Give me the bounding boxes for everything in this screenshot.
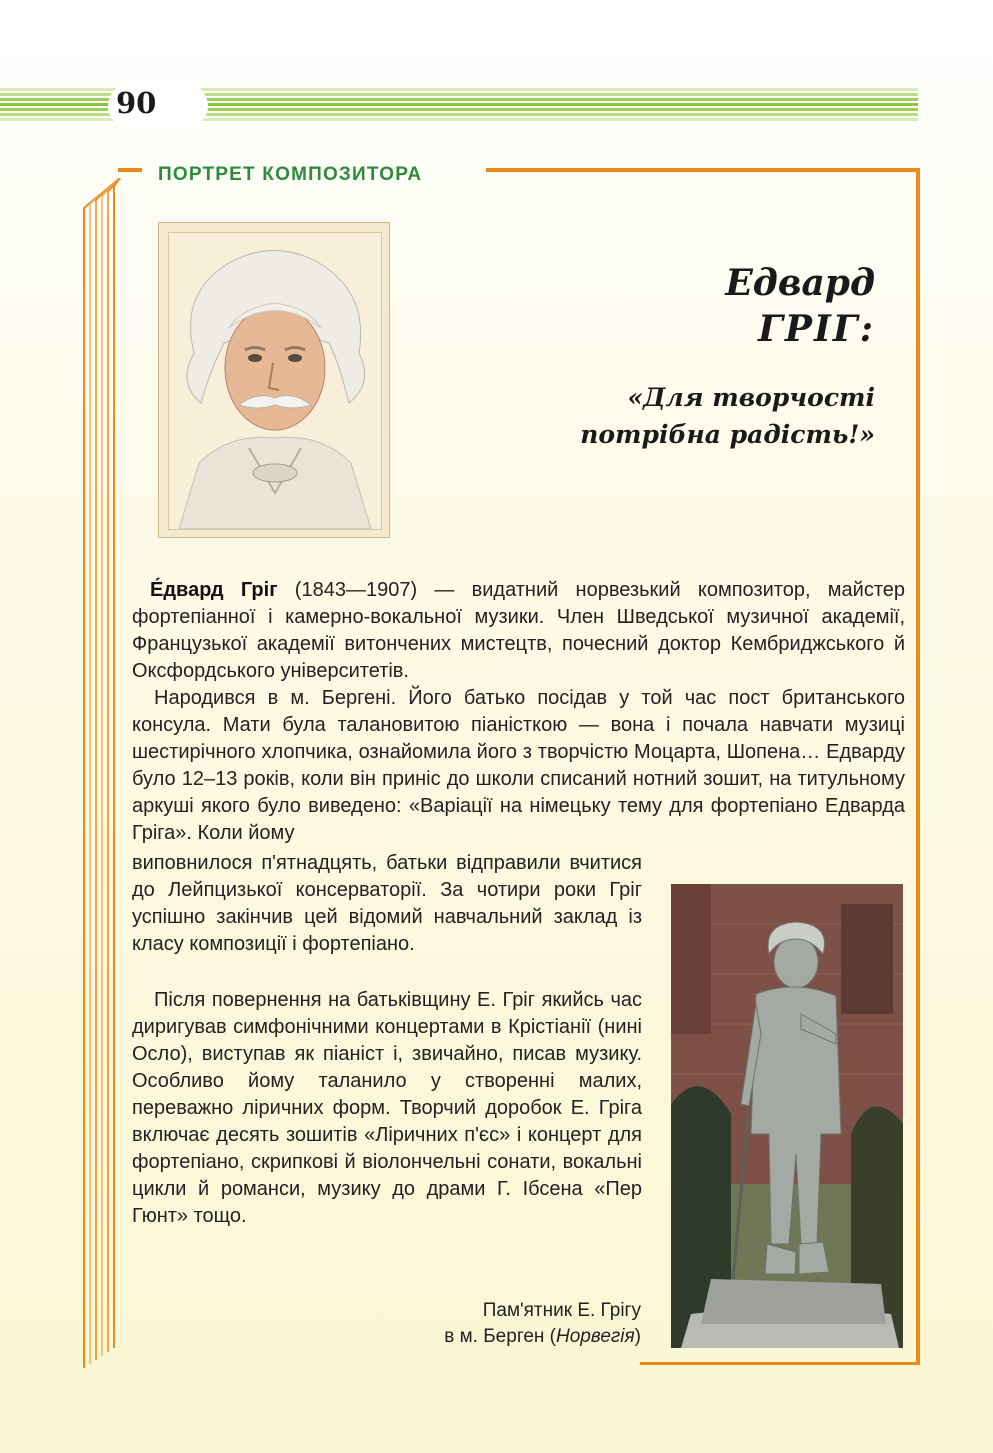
grieg-portrait-drawing (169, 233, 381, 529)
intro-text: (1843—1907) — видатний норвезький композитор, майстер фортепіанної і камерно-вокальної музики. Член Шведської музичної академії, Французької академії витончених мистецтв, почесний доктор Кембриджського й Оксфордського університетів. (132, 579, 905, 682)
paragraph-biography: Народився в м. Бергені. Його батько посідав у той час пост британського консула. Мати була талановитою піаністкою — вона і почала навчати музиці шестирічного хлопчика, ознайомила його з творчістю Моцарта, Шопена… Едварду було 12–13 років, коли він приніс до школи списаний нотний зошит, на титульному аркуші якого було виведено: «Варіації на німецьку тему для фортепіано Едварда Гріга». Коли йому (132, 687, 905, 844)
grieg-statue-drawing (671, 884, 903, 1348)
caption-line-2: в м. Берген (Норвегія) (444, 1326, 641, 1347)
paragraph-career: Після повернення на батьківщину Е. Гріг якийсь час диригував симфонічними концертами в Крістіанії (нині Осло), виступав як піаніст і, звичайно, писав музику. Особливо йому таланило у створенні малих, переважно ліричних форм. Творчий доробок Е. Гріга включає десять зошитів «Ліричних п'єс» і концерт для фортепіано, скрипкові й віолончельні сонати, вокальні цикли й романси, музику до драми Г. Ібсена «Пер Гюнт» тощо. (132, 989, 642, 1227)
section-label: ПОРТРЕТ КОМПОЗИТОРА (158, 164, 423, 185)
quote-line-2: потрібна радість!» (580, 420, 875, 449)
book-pages-decoration (82, 178, 122, 1368)
frame-bottom (640, 1362, 920, 1365)
statue-photo (671, 884, 903, 1348)
statue-caption (444, 1298, 641, 1350)
quote-line-1: «Для творчості (627, 383, 875, 412)
composer-surname: ГРІГ: (758, 308, 875, 350)
frame-top-left (118, 168, 142, 172)
portrait-image (158, 222, 390, 538)
frame-top-right (486, 168, 920, 172)
composer-first-name: Едвард (725, 262, 875, 304)
composer-bold-name: Е́двард Гріг (150, 579, 278, 601)
frame-right (916, 168, 920, 1365)
caption-line-1: Пам'ятник Е. Грігу (482, 1300, 641, 1321)
header-stripes-right (200, 88, 918, 126)
page-number: 90 (116, 86, 157, 120)
header-stripes-left (0, 88, 118, 126)
caption-country: Норвегія (556, 1326, 635, 1347)
paragraph-biography-continued: виповнилося п'ятнадцять, батьки відправили вчитися до Лейпцизької консерваторії. За чотири роки Гріг успішно закінчив цей відомий навчальний заклад із класу композиції і фортепіано. (132, 852, 642, 955)
paragraph-intro (132, 577, 905, 685)
